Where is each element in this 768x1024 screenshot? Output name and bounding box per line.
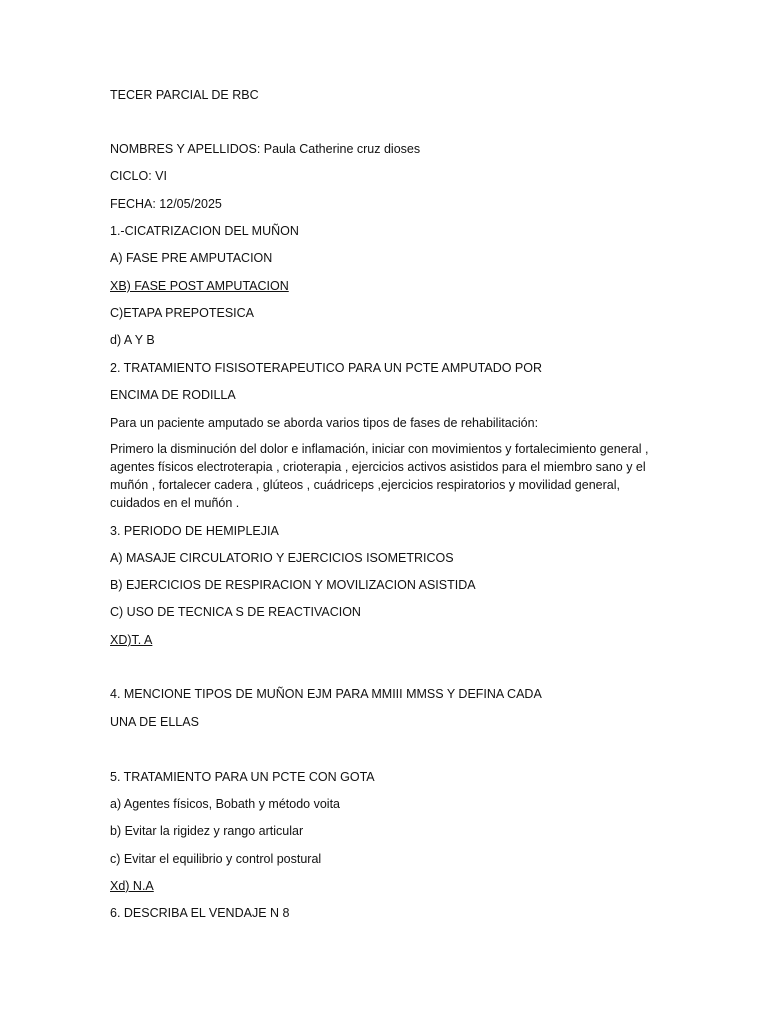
question-1-option-a: A) FASE PRE AMPUTACION <box>110 251 273 265</box>
cycle: CICLO: VI <box>110 169 167 183</box>
question-3: 3. PERIODO DE HEMIPLEJIA <box>110 524 279 538</box>
question-5-option-a: a) Agentes físicos, Bobath y método voita <box>110 797 340 811</box>
question-4-line-2: UNA DE ELLAS <box>110 715 199 729</box>
question-1: 1.-CICATRIZACION DEL MUÑON <box>110 224 299 238</box>
question-3-option-a: A) MASAJE CIRCULATORIO Y EJERCICIOS ISOMETRICOS <box>110 551 454 565</box>
date: FECHA: 12/05/2025 <box>110 197 222 211</box>
student-name: NOMBRES Y APELLIDOS: Paula Catherine cruz dioses <box>110 142 421 156</box>
question-5: 5. TRATAMIENTO PARA UN PCTE CON GOTA <box>110 770 375 784</box>
question-1-option-d: d) A Y B <box>110 333 155 347</box>
question-5-option-c: c) Evitar el equilibrio y control postural <box>110 852 322 866</box>
document-title: TECER PARCIAL DE RBC <box>110 88 259 102</box>
question-2-line-2: ENCIMA DE RODILLA <box>110 388 236 402</box>
question-3-option-d-selected: XD)T. A <box>110 633 153 647</box>
question-5-option-d-selected: Xd) N.A <box>110 879 154 893</box>
question-3-option-b: B) EJERCICIOS DE RESPIRACION Y MOVILIZACION ASISTIDA <box>110 578 476 592</box>
question-1-option-b-selected: XB) FASE POST AMPUTACION <box>110 279 289 293</box>
question-2-answer-body: Primero la disminución del dolor e inflamación, iniciar con movimientos y fortalecimiento general , agentes físicos electroterapia , crioterapia , ejercicios activos asistidos para el miembro sano y el muñón , fortalecer cadera , glúteos , cuádriceps ,ejercicios respiratorios y movilidad general, cuidados en el muñón . <box>110 442 649 510</box>
question-5-option-b: b) Evitar la rigidez y rango articular <box>110 824 304 838</box>
question-4-line-1: 4. MENCIONE TIPOS DE MUÑON EJM PARA MMIII MMSS Y DEFINA CADA <box>110 687 542 701</box>
question-3-option-c: C) USO DE TECNICA S DE REACTIVACION <box>110 605 361 619</box>
question-1-option-c: C)ETAPA PREPOTESICA <box>110 306 255 320</box>
question-2-answer-intro: Para un paciente amputado se aborda varios tipos de fases de rehabilitación: <box>110 416 539 430</box>
question-6: 6. DESCRIBA EL VENDAJE N 8 <box>110 906 290 920</box>
question-2-line-1: 2. TRATAMIENTO FISISOTERAPEUTICO PARA UN PCTE AMPUTADO POR <box>110 361 543 375</box>
